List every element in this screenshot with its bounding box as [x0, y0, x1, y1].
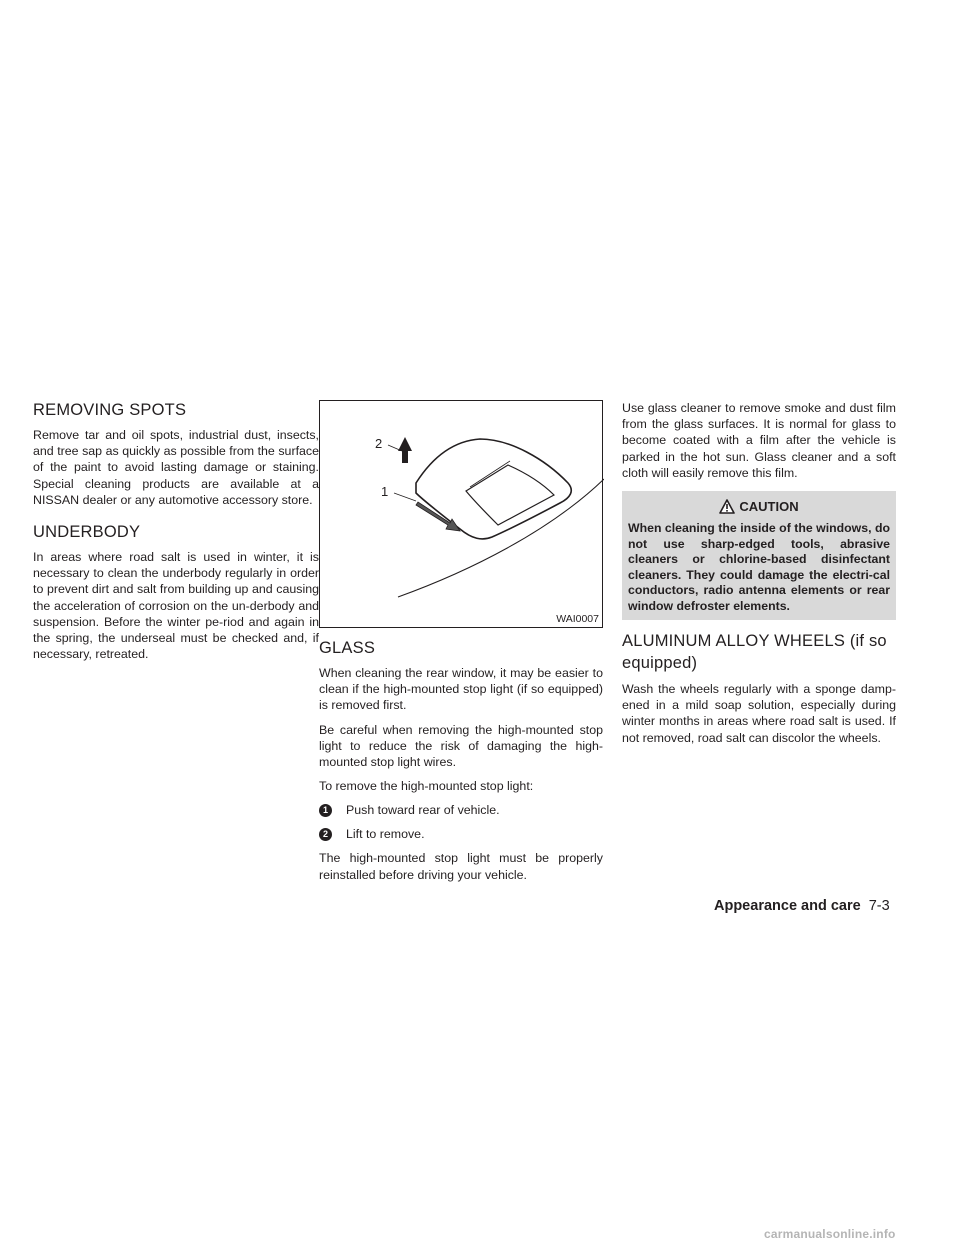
step-text: Lift to remove. [346, 827, 425, 842]
warning-triangle-icon [719, 499, 735, 514]
column-left [33, 400, 319, 670]
caution-title: CAUTION [739, 498, 799, 514]
glass-p1: When cleaning the rear window, it may be easier to clean if the high-mounted stop light (if so equipped) is removed first. [319, 666, 603, 713]
step-1 [319, 802, 603, 818]
figure-label-2: 2 [375, 436, 383, 451]
figure-code: WAI0007 [556, 613, 599, 625]
step-number-icon: 2 [319, 828, 332, 841]
figure-label-1: 1 [381, 484, 389, 499]
aluminum-wheels-heading: ALUMINUM ALLOY WHEELS (if so equipped) [622, 632, 887, 673]
glass-p2: Be careful when removing the high-mounted stop light to reduce the risk of damaging the high-mounted stop light wires. [319, 722, 603, 770]
underbody-heading: UNDERBODY [33, 523, 141, 542]
glass-p4: The high-mounted stop light must be properly reinstalled before driving your vehicle. [319, 851, 603, 882]
aluminum-wheels-body: Wash the wheels regularly with a sponge damp-ened in a mild soap solution, especially during winter months in areas where road salt is used. If not removed, road salt can discolor the wheels. [622, 682, 896, 745]
column-right [622, 400, 896, 754]
underbody-body: In areas where road salt is used in winter, it is necessary to clean the underbody regularly in order to prevent dirt and salt from building up and causing the acceleration of corrosion on the un-derbody and suspension. Before the winter pe-riod and again in the spring, the underseal must be checked and, if necessary, retreated. [33, 550, 319, 662]
step-number-icon: 1 [319, 804, 332, 817]
glass-cleaner-body: Use glass cleaner to remove smoke and dust film from the glass surfaces. It is normal for glass to become coated with a film after the vehicle is parked in the hot sun. Glass cleaner and a soft cloth will easily remove this film. [622, 401, 896, 480]
glass-heading: GLASS [319, 639, 376, 657]
caution-box [622, 491, 896, 620]
caution-body: When cleaning the inside of the windows, do not use sharp-edged tools, abrasive cleaners or chlorine-based disinfectant cleaners. They could damage the electri-cal conductors, radio antenna elements or rear window defroster elements. [628, 521, 890, 613]
removing-spots-heading: REMOVING SPOTS [33, 401, 187, 419]
caution-header [628, 495, 890, 517]
column-middle [319, 400, 603, 891]
step-2 [319, 826, 603, 842]
step-text: Push toward rear of vehicle. [346, 803, 500, 818]
glass-p3: To remove the high-mounted stop light: [319, 779, 534, 794]
removing-spots-body: Remove tar and oil spots, industrial dust, insects, and tree sap as quickly as possible from the surface of the paint to avoid lasting damage or staining. Special cleaning products are available at a NISSAN dealer or any automotive accessory store. [33, 428, 319, 507]
page-number: 7-3 [868, 898, 890, 914]
footer-section-title: Appearance and care [714, 898, 861, 914]
watermark: carmanualsonline.info [764, 1227, 896, 1241]
stop-light-illustration [320, 401, 604, 629]
stop-light-figure [319, 400, 603, 628]
page-footer [714, 898, 890, 914]
